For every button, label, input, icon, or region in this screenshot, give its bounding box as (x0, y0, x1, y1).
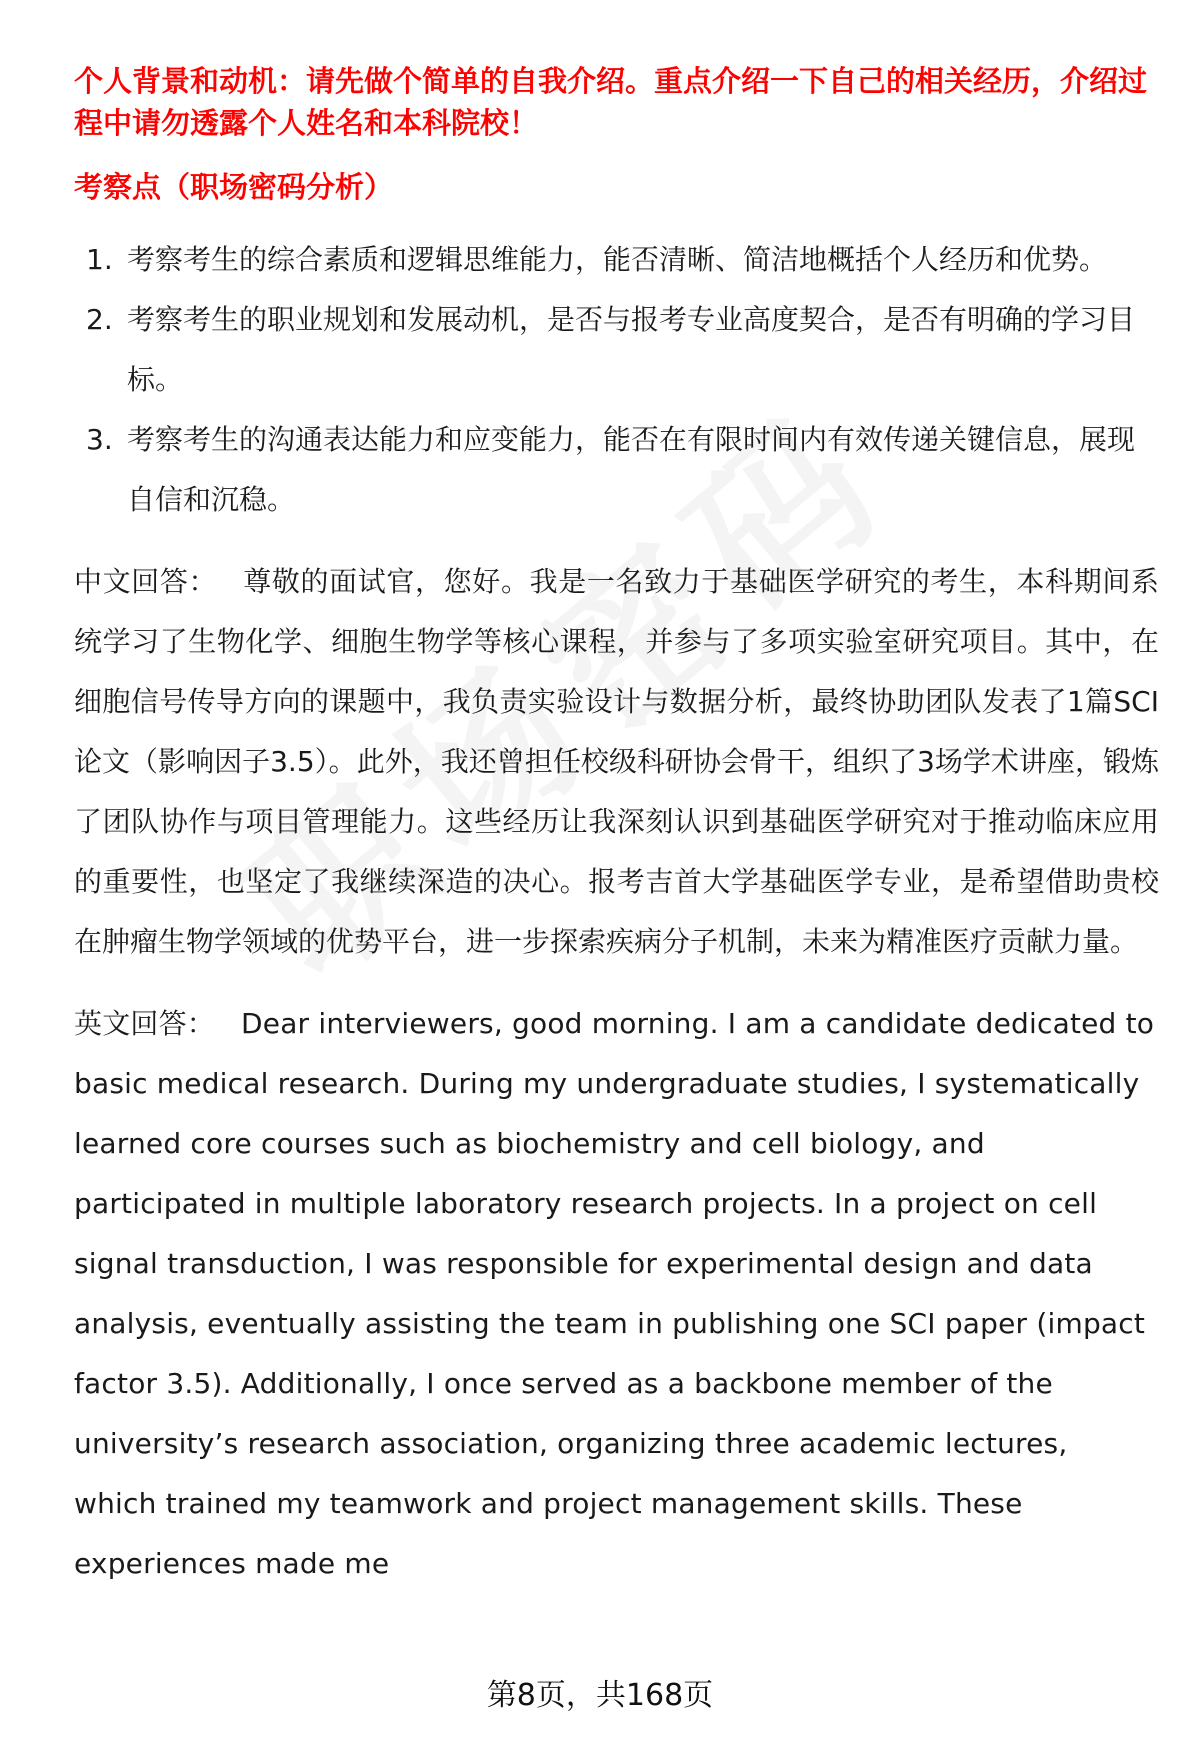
english-answer-text: Dear interviewers, good morning. I am a candidate dedicated to basic medical research. During my undergraduate studies, I systematically learned core courses such as biochemistry and cell biology, and participated in multiple laboratory research projects. In a project on cell signal transduction, I was responsible for experimental design and data analysis, eventually assisting the team in publishing one SCI paper (impact factor 3.5). Additionally, I once served as a backbone member of the university’s research association, organizing three academic lectures, which trained my teamwork and project management skills. These experiences made me (74, 1007, 1155, 1580)
list-item-number: 1. (86, 243, 113, 276)
question-heading: 个人背景和动机：请先做个简单的自我介绍。重点介绍一下自己的相关经历，介绍过程中请勿透露个人姓名和本科院校！ (74, 64, 1148, 140)
list-item (74, 230, 1159, 290)
english-answer (74, 994, 1159, 1594)
chinese-answer-text: 尊敬的面试官，您好。我是一名致力于基础医学研究的考生，本科期间系统学习了生物化学、细胞生物学等核心课程，并参与了多项实验室研究项目。其中，在细胞信号传导方向的课题中，我负责实验设计与数据分析，最终协助团队发表了1篇SCI论文（影响因子3.5）。此外，我还曾担任校级科研协会骨干，组织了3场学术讲座，锻炼了团队协作与项目管理能力。这些经历让我深刻认识到基础医学研究对于推动临床应用的重要性，也坚定了我继续深造的决心。报考吉首大学基础医学专业，是希望借助贵校在肿瘤生物学领域的优势平台，进一步探索疾病分子机制，未来为精准医疗贡献力量。 (74, 565, 1159, 958)
chinese-answer (74, 552, 1159, 972)
english-answer-label: 英文回答： (74, 1007, 216, 1040)
list-item-text: 考察考生的职业规划和发展动机，是否与报考专业高度契合，是否有明确的学习目标。 (127, 303, 1136, 396)
page-number-footer: 第8页，共168页 (486, 1678, 714, 1713)
list-item-number: 3. (86, 423, 113, 456)
chinese-answer-label: 中文回答： (74, 565, 218, 598)
page-content (74, 60, 1159, 1594)
list-item-text: 考察考生的综合素质和逻辑思维能力，能否清晰、简洁地概括个人经历和优势。 (127, 243, 1108, 276)
list-item-text: 考察考生的沟通表达能力和应变能力，能否在有限时间内有效传递关键信息，展现自信和沉稳。 (127, 423, 1136, 516)
section-title: 考察点（职场密码分析） (74, 170, 394, 204)
assessment-points-list (74, 230, 1159, 530)
list-item (74, 410, 1159, 530)
list-item (74, 290, 1159, 410)
list-item-number: 2. (86, 303, 113, 336)
